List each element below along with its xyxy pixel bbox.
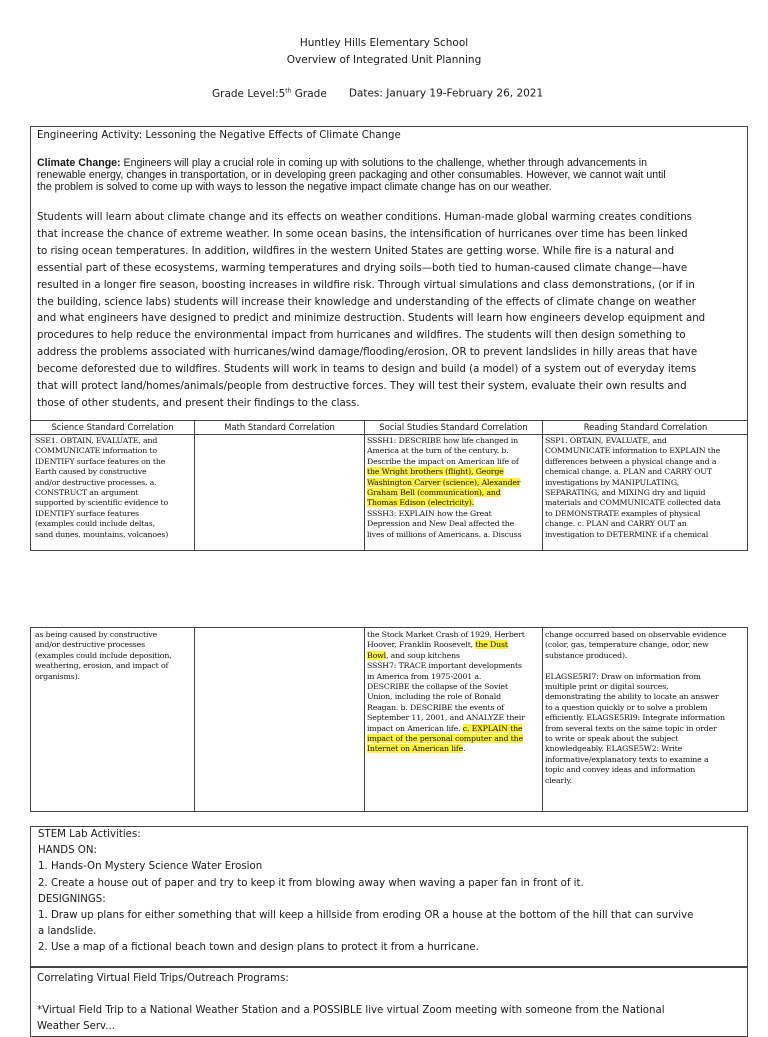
math-standard-cell [197,436,361,551]
virtual-field-trips-box [30,967,748,1037]
climate-change-line-3: the problem is solved to come up with ways to lesson the negative impact climate change has on our weather. [37,181,552,193]
virtual-field-trips-title: Correlating Virtual Field Trips/Outreach Programs: [37,973,289,984]
social-studies-standard-cell [367,436,539,551]
standard-text-line: and/or destructive processes. a. [35,477,157,487]
standard-text-line: Earth caused by constructive [35,467,147,477]
students-paragraph-line: become deforested due to wildfires. Students will work in teams to design and build (a model) of a system out of everyday items [37,364,697,376]
social-studies-standard-header: Social Studies Standard Correlation [379,422,528,432]
standard-text-line: IDENTIFY surface features on the [35,456,166,466]
standard-text-line: Hoover, Franklin Roosevelt, the Dust [367,640,508,650]
stem-lab-line: a landslide. [38,926,97,938]
standard-text-line: supported by scientific evidence to [35,498,169,508]
standard-text-line: to DEMONSTRATE examples of physical [545,508,701,518]
standard-text-line: Describe the impact on American life of [367,456,519,466]
highlighted-text: Washington Carver (science), Alexander [367,477,521,487]
standard-text-line: Union, including the role of Ronald [367,692,501,702]
students-paragraph-line: Students will learn about climate change and its effects on weather conditions. Human-made global warming creates conditions [37,212,692,223]
standard-text-line: change occurred based on observable evidence [545,630,727,639]
standard-text-line: (examples could include deposition, [35,650,172,660]
science-standard-cell-cont [35,630,191,810]
stem-lab-line: 1. Hands-On Mystery Science Water Erosion [38,861,263,873]
students-paragraph-line: address the problems associated with hurricanes/wind damage/flooding/erosion, OR to prevent landslides in hilly areas that have [37,347,698,359]
standard-text-line: differences between a physical change and a [545,456,717,466]
reading-standard-cell [545,436,745,551]
reading-standard-header: Reading Standard Correlation [583,422,708,432]
standard-text-line: SSE1. OBTAIN, EVALUATE, and [35,436,158,445]
stem-lab-line: 2. Use a map of a fictional beach town and design plans to protect it from a hurricane. [38,942,479,954]
standard-text-line: impact on American life. c. EXPLAIN the [367,723,523,733]
standard-text-line: to write or speak about the subject [545,734,679,744]
highlighted-text: Internet on American life [367,744,464,754]
stem-lab-line: 1. Draw up plans for either something that will keep a hillside from eroding OR a house at the bottom of the hill that can survive [38,910,694,921]
engineering-activity-title: Engineering Activity: Lessoning the Negative Effects of Climate Change [37,130,401,141]
standard-text-line [545,661,745,671]
standard-text-line [367,498,539,508]
document-subtitle: Overview of Integrated Unit Planning [286,54,482,66]
standard-text-line: change. c. PLAN and CARRY OUT an [545,519,687,529]
students-paragraph-line: and what engineers have designed to predict and minimize destruction. Students will learn how engineers develop equipment and [37,313,706,325]
highlighted-text: Bowl [367,650,386,660]
standard-text-line: CONSTRUCT an argument [35,488,139,498]
standard-text-line [367,478,539,488]
standard-text-line: topic and convey ideas and information [545,765,696,775]
standard-text-line: IDENTIFY surface features [35,508,139,518]
standard-text-line: SSSH7: TRACE important developments [367,661,522,671]
grade-and-dates-line [212,87,543,100]
standard-text-line: sand dunes, mountains, volcanoes) [35,529,169,539]
standard-text-line: clearly. [545,775,572,785]
standard-text-line: SSSH1: DESCRIBE how life changed in [367,436,518,445]
standard-text-line: ELAGSE5RI7: Draw on information from [545,671,701,681]
standard-text-line: America at the turn of the century. b. [367,446,509,456]
standard-text-line: (color, gas, temperature change, odor, new [545,640,709,650]
standard-text-line: the Stock Market Crash of 1929, Herbert [367,630,525,639]
standard-text-line: as being caused by constructive [35,630,158,639]
math-standard-cell-cont [197,630,361,810]
standard-text-line: Depression and New Deal affected the [367,519,515,529]
students-paragraph-line: essential part of these ecosystems, warming temperatures and drying soils—both tied to human-caused climate change—have [37,262,688,274]
highlighted-text: the Wright brothers (flight), George [367,467,504,477]
standard-text-line: lives of millions of Americans. a. Discuss [367,529,522,539]
standard-text-line: SSSH3: EXPLAIN how the Great [367,508,492,518]
unit-dates: Dates: January 19-February 26, 2021 [348,87,544,100]
students-paragraph-line: resulted in a longer fire season, boosting increases in wildfire risk. Through virtual simulations and class demonstrations, (or if in [37,279,695,291]
standard-text-line: COMMUNICATE information to EXPLAIN the [545,446,721,456]
grade-level: Grade Level:5th Grade [212,87,327,100]
highlighted-text: Graham Bell (communication), and [367,488,501,498]
stem-lab-line: HANDS ON: [38,845,97,857]
engineering-activity-box [30,126,748,421]
standard-text-line: SSP1. OBTAIN, EVALUATE, and [545,436,667,445]
standard-text-line: multiple print or digital sources, [545,682,669,692]
climate-change-label: Climate Change: [37,157,121,169]
students-paragraph-line: the building, science labs) students will increase their knowledge and understanding of the effects of climate change on weather [37,296,696,308]
standard-text-line: efficiently. ELAGSE5RI9: Integrate information [545,713,725,723]
climate-change-line-2: renewable energy, changes in transportation, or in developing green packaging and other consumables. However, we cannot wait until [37,169,666,181]
standard-text-line: to a question quickly or to solve a problem [545,702,708,712]
standard-text-line: organisms). [35,671,80,681]
standard-text-line: substance produced). [545,650,628,660]
standard-text-line: investigation to DETERMINE if a chemical [545,529,709,539]
students-paragraph-line: procedures to help reduce the environmental impact from hurricanes and wildfires. The students will then design something to [37,330,686,342]
standard-text-line: investigations by MANIPULATING, [545,477,679,487]
students-paragraph-line: to rising ocean temperatures. In addition, wildfires in the western United States are getting worse. While fire is a natural and [37,245,675,257]
standard-text-line: Internet on American life. [367,744,466,754]
standards-table-part-1 [30,420,748,551]
stem-lab-line: 2. Create a house out of paper and try to keep it from blowing away when waving a paper fan in front of it. [38,877,584,889]
standards-table-part-2 [30,627,748,812]
standard-text-line: informative/explanatory texts to examine a [545,754,709,764]
standard-text-line: Bowl, and soup kitchens [367,650,460,660]
standard-text-line: and/or destructive processes [35,640,145,650]
highlighted-text: the Dust [475,640,508,650]
standard-text-line: DESCRIBE the collapse of the Soviet [367,682,508,692]
highlighted-text: Thomas Edison (electricity). [367,498,475,508]
standard-text-line: materials and COMMUNICATE collected data [545,498,721,508]
students-paragraph-line: that will protect land/homes/animals/people from destructive forces. They will test their system, evaluate their own results and [37,381,687,392]
standard-text-line: demonstrating the ability to locate an answer [545,692,719,702]
highlighted-text: impact of the personal computer and the [367,734,523,744]
standard-text-line [367,488,539,498]
standard-text-line [367,467,539,477]
science-standard-header: Science Standard Correlation [51,422,174,432]
standard-text-line: COMMUNICATE information to [35,446,157,456]
students-paragraph-line: that increase the chance of extreme weather. In some ocean basins, the intensification of hurricanes over time has been linked [37,228,688,240]
social-studies-standard-cell-cont [367,630,539,810]
standard-text-line: from several texts on the same topic in order [545,723,717,733]
stem-lab-title: STEM Lab Activities: [38,829,141,840]
standard-text-line: knowledgeably. ELAGSE5W2: Write [545,744,683,754]
students-paragraph-line: those of other students, and present their findings to the class. [37,397,360,409]
school-name: Huntley Hills Elementary School [299,37,469,49]
standard-text-line: SEPARATING, and MIXING dry and liquid [545,488,706,498]
standard-text-line: weathering, erosion, and impact of [35,661,169,671]
standard-text-line: chemical change. a. PLAN and CARRY OUT [545,467,712,477]
stem-lab-line: DESIGNINGS: [38,893,106,905]
virtual-field-trip-line-2: Weather Serv... [37,1021,116,1032]
standard-text-line [367,734,539,744]
virtual-field-trip-line-1: *Virtual Field Trip to a National Weather Station and a POSSIBLE live virtual Zoom meeting with someone from the National [37,1005,665,1016]
science-standard-cell [35,436,191,551]
standard-text-line: Reagan. b. DESCRIBE the events of [367,702,504,712]
reading-standard-cell-cont [545,630,745,810]
highlighted-text: c. EXPLAIN the [462,723,523,733]
standard-text-line: in America from 1975-2001 a. [367,671,482,681]
math-standard-header: Math Standard Correlation [224,422,335,432]
standard-text-line: September 11, 2001, and ANALYZE their [367,713,525,723]
stem-lab-activities-box [30,826,748,967]
standard-text-line: (examples could include deltas, [35,519,155,529]
climate-change-line-1: Climate Change: Engineers will play a crucial role in coming up with solutions to the challenge, whether through advancements in [37,157,648,169]
